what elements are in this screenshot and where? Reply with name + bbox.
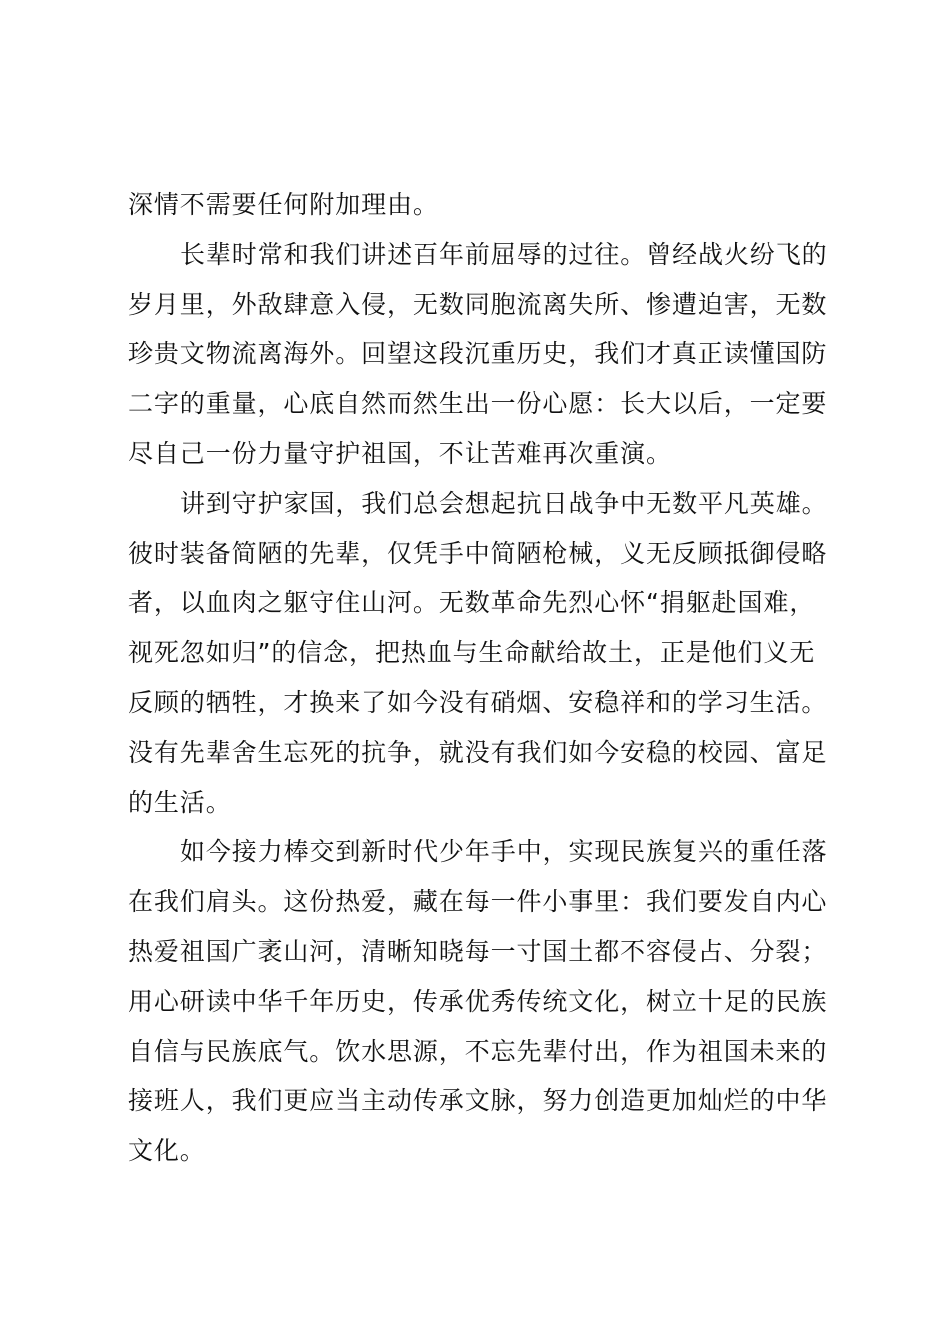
text-line: 岁月里，外敌肆意入侵，无数同胞流离失所、惨遭迫害，无数 — [128, 289, 828, 319]
text-line: 自信与民族底气。饮水思源，不忘先辈付出，作为祖国未来的 — [128, 1036, 828, 1066]
text-line: 接班人，我们更应当主动传承文脉，努力创造更加灿烂的中华 — [128, 1086, 828, 1116]
text-line: 在我们肩头。这份热爱，藏在每一件小事里：我们要发自内心 — [128, 887, 828, 917]
text-line: 讲到守护家国，我们总会想起抗日战争中无数平凡英雄。 — [180, 488, 828, 518]
text-line: 彼时装备简陋的先辈，仅凭手中简陋枪械，义无反顾抵御侵略 — [128, 538, 828, 568]
text-line: 如今接力棒交到新时代少年手中，实现民族复兴的重任落 — [180, 837, 828, 867]
text-line: 长辈时常和我们讲述百年前屈辱的过往。曾经战火纷飞的 — [180, 239, 828, 269]
text-line: 者，以血肉之躯守住山河。无数革命先烈心怀“捐躯赴国难， — [128, 588, 816, 618]
body-text — [128, 180, 832, 1176]
text-line: 用心研读中华千年历史，传承优秀传统文化，树立十足的民族 — [128, 986, 828, 1016]
text-line: 尽自己一份力量守护祖国，不让苦难再次重演。 — [128, 438, 672, 468]
text-line: 没有先辈舍生忘死的抗争，就没有我们如今安稳的校园、富足 — [128, 737, 828, 767]
text-line: 的生活。 — [128, 787, 232, 817]
text-line: 珍贵文物流离海外。回望这段沉重历史，我们才真正读懂国防 — [128, 339, 828, 369]
text-line: 视死忽如归”的信念，把热血与生命献给故土，正是他们义无 — [128, 638, 816, 668]
text-line: 文化。 — [128, 1136, 206, 1166]
text-line: 反顾的牺牲，才换来了如今没有硝烟、安稳祥和的学习生活。 — [128, 687, 828, 717]
text-line: 二字的重量，心底自然而然生出一份心愿：长大以后，一定要 — [128, 389, 828, 419]
text-line: 热爱祖国广袤山河，清晰知晓每一寸国土都不容侵占、分裂； — [128, 936, 828, 966]
text-line: 深情不需要任何附加理由。 — [128, 190, 439, 219]
